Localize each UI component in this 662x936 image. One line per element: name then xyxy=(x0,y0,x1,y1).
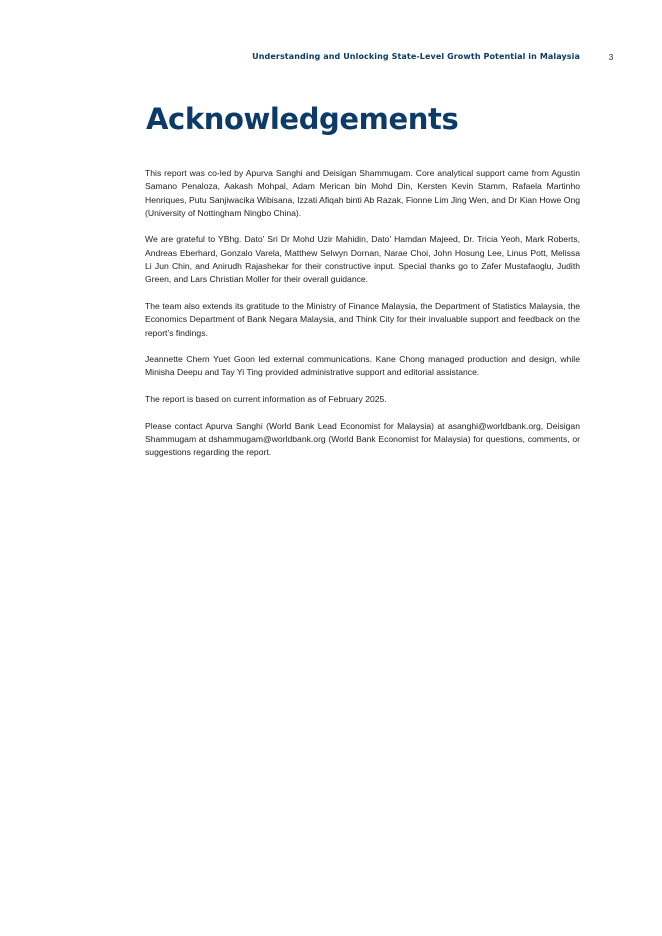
paragraph-gratitude-individuals: We are grateful to YBhg. Dato’ Sri Dr Mohd Uzir Mahidin, Dato’ Hamdan Majeed, Dr. Tricia Yeoh, Mark Roberts, Andreas Eberhard, Gonzalo Varela, Matthew Selwyn Dornan, Narae Choi, John Hosung Lee, Linus Pott, Melissa Li Jun Chin, and Anirudh Rajashekar for their constructive input. Special thanks go to Zafer Mustafaoglu, Judith Green, and Lars Christian Moller for their overall guidance. xyxy=(145,234,580,285)
paragraph-contact: Please contact Apurva Sanghi (World Bank Lead Economist for Malaysia) at asanghi@worldbank.org, Deisigan Shammugam at dshammugam@worldbank.org (World Bank Economist for Malaysia) for questions, comments, or suggestions regarding the report. xyxy=(145,420,580,458)
running-header-title: Understanding and Unlocking State-Level Growth Potential in Malaysia xyxy=(252,52,580,61)
paragraph-gratitude-institutions: The team also extends its gratitude to the Ministry of Finance Malaysia, the Department of Statistics Malaysia, the Economics Department of Bank Negara Malaysia, and Think City for their invaluable support and feedback on the report’s findings. xyxy=(145,300,580,338)
paragraph-information-date: The report is based on current information as of February 2025. xyxy=(145,394,387,405)
paragraph-co-leads: This report was co-led by Apurva Sanghi and Deisigan Shammugam. Core analytical support came from Agustin Samano Penaloza, Aakash Mohpal, Adam Merican bin Mohd Din, Kersten Kevin Stamm, Rafaela Martinho Henriques, Putu Sanjiwacika Wibisana, Izzati Afiqah binti Ab Razak, Fionne Lim Jing Wen, and Dr Kian Howe Ong (University of Nottingham Ningbo China). xyxy=(145,168,580,218)
acknowledgements-body xyxy=(145,167,580,473)
page-number: 3 xyxy=(608,52,614,62)
paragraph-production-team: Jeannette Chern Yuet Goon led external communications. Kane Chong managed production and design, while Minisha Deepu and Tay Yi Ting provided administrative support and editorial assistance. xyxy=(145,354,580,378)
page-title: Acknowledgements xyxy=(146,102,459,136)
